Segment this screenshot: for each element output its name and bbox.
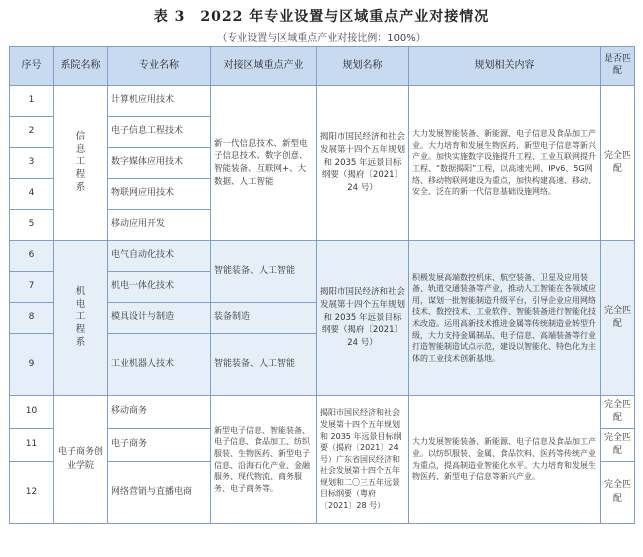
table-row	[10, 86, 635, 117]
content-cell: 大力发展智能装备、新能源、电子信息及食品加工产业。大力培育和发展生物医药、新型电子信息等新兴产业。加快实施数字设施提升工程、工业互联网提升工程、“数据揭阳”工程，以高速光网、IPv6、5G网络、移动物联网建设为重点，加快构建高速、移动、安全、泛在的新一代信息基础设施网络。	[409, 86, 601, 241]
plan-cell: 揭阳市国民经济和社会发展第十四个五年规划和 2035 年远景目标纲要（揭府〔2021〕24 号）广东省国民经济和社会发展第十四个五年规划和二〇三五年远景目标纲要（粤府〔2021〕28 号）	[317, 396, 409, 524]
industry-cell: 新一代信息技术、新型电子信息技术、数字创意、智能装备、互联网+、大数据、人工智能	[211, 86, 317, 241]
header-plan: 规划名称	[317, 47, 409, 86]
industry-cell: 智能装备、人工智能	[211, 241, 317, 303]
header-no: 序号	[10, 47, 54, 86]
row-no: 3	[10, 148, 54, 179]
major-name: 计算机应用技术	[108, 86, 211, 117]
industry-cell: 智能装备、人工智能	[211, 334, 317, 396]
table-row	[10, 396, 635, 429]
match-cell: 完全匹配	[601, 462, 635, 524]
industry-cell: 装备制造	[211, 303, 317, 334]
row-no: 11	[10, 429, 54, 462]
row-no: 9	[10, 334, 54, 396]
system-name: 机电工程系	[54, 241, 108, 396]
header-match: 是否匹配	[601, 47, 635, 86]
header-industry: 对接区域重点产业	[211, 47, 317, 86]
major-name: 电气自动化技术	[108, 241, 211, 272]
row-no: 12	[10, 462, 54, 524]
plan-cell: 揭阳市国民经济和社会发展第十四个五年规划和 2035 年远景目标纲要（揭府〔2021〕24 号）	[317, 86, 409, 241]
table-title: 表 3 2022 年专业设置与区域重点产业对接情况	[153, 9, 490, 25]
table-subtitle: （专业设置与区域重点产业对接比例：100%）	[217, 33, 426, 44]
row-no: 2	[10, 117, 54, 148]
header-content: 规划相关内容	[409, 47, 601, 86]
row-no: 7	[10, 272, 54, 303]
match-cell: 完全匹配	[601, 86, 635, 241]
header-major: 专业名称	[108, 47, 211, 86]
content-cell: 积极发展高端数控机床、航空装备、卫星及应用装备、轨道交通装备等产业，推动人工智能在各领域应用，谋划一批智能制造升级平台，引导企业应用网络技术、数控技术、工业软件、智能装备进行智能化技术改造。运用高新技术推进金属等传统制造业转型升级，大力支持金属制品、电子信息、高端装备等行业打造智能制造试点示范，建设以智能化、特色化为主体的工业技术创新基地。	[409, 241, 601, 396]
major-name: 机电一体化技术	[108, 272, 211, 303]
major-name: 电子信息工程技术	[108, 117, 211, 148]
major-name: 电子商务	[108, 429, 211, 462]
system-name: 电子商务创业学院	[54, 396, 108, 524]
major-name: 移动应用开发	[108, 210, 211, 241]
table-row	[10, 241, 635, 272]
alignment-table	[9, 46, 635, 524]
content-cell: 大力发展智能装备、新能源、电子信息及食品加工产业。以纺织服装、金属、食品饮料、医药等传统产业为重点，提高制造业智能化水平。大力培育和发展生物医药、新型电子信息等新兴产业。	[409, 396, 601, 524]
row-no: 5	[10, 210, 54, 241]
row-no: 8	[10, 303, 54, 334]
row-no: 1	[10, 86, 54, 117]
major-name: 模具设计与制造	[108, 303, 211, 334]
row-no: 10	[10, 396, 54, 429]
row-no: 6	[10, 241, 54, 272]
industry-cell: 新型电子信息、智能装备、电子信息、食品加工、纺织服装、生物医药、新型电子信息、沿海石化产业、金融服务、现代物流、商务服务、电子商务等。	[211, 396, 317, 524]
plan-cell: 揭阳市国民经济和社会发展第十四个五年规划和 2035 年远景目标纲要（揭府〔2021〕24 号）	[317, 241, 409, 396]
header-system: 系院名称	[54, 47, 108, 86]
major-name: 移动商务	[108, 396, 211, 429]
major-name: 工业机器人技术	[108, 334, 211, 396]
major-name: 物联网应用技术	[108, 179, 211, 210]
match-cell: 完全匹配	[601, 429, 635, 462]
major-name: 数字媒体应用技术	[108, 148, 211, 179]
system-name: 信息工程系	[54, 86, 108, 241]
row-no: 4	[10, 179, 54, 210]
table-header-row	[10, 47, 635, 86]
match-cell: 完全匹配	[601, 396, 635, 429]
major-name: 网络营销与直播电商	[108, 462, 211, 524]
match-cell: 完全匹配	[601, 241, 635, 396]
